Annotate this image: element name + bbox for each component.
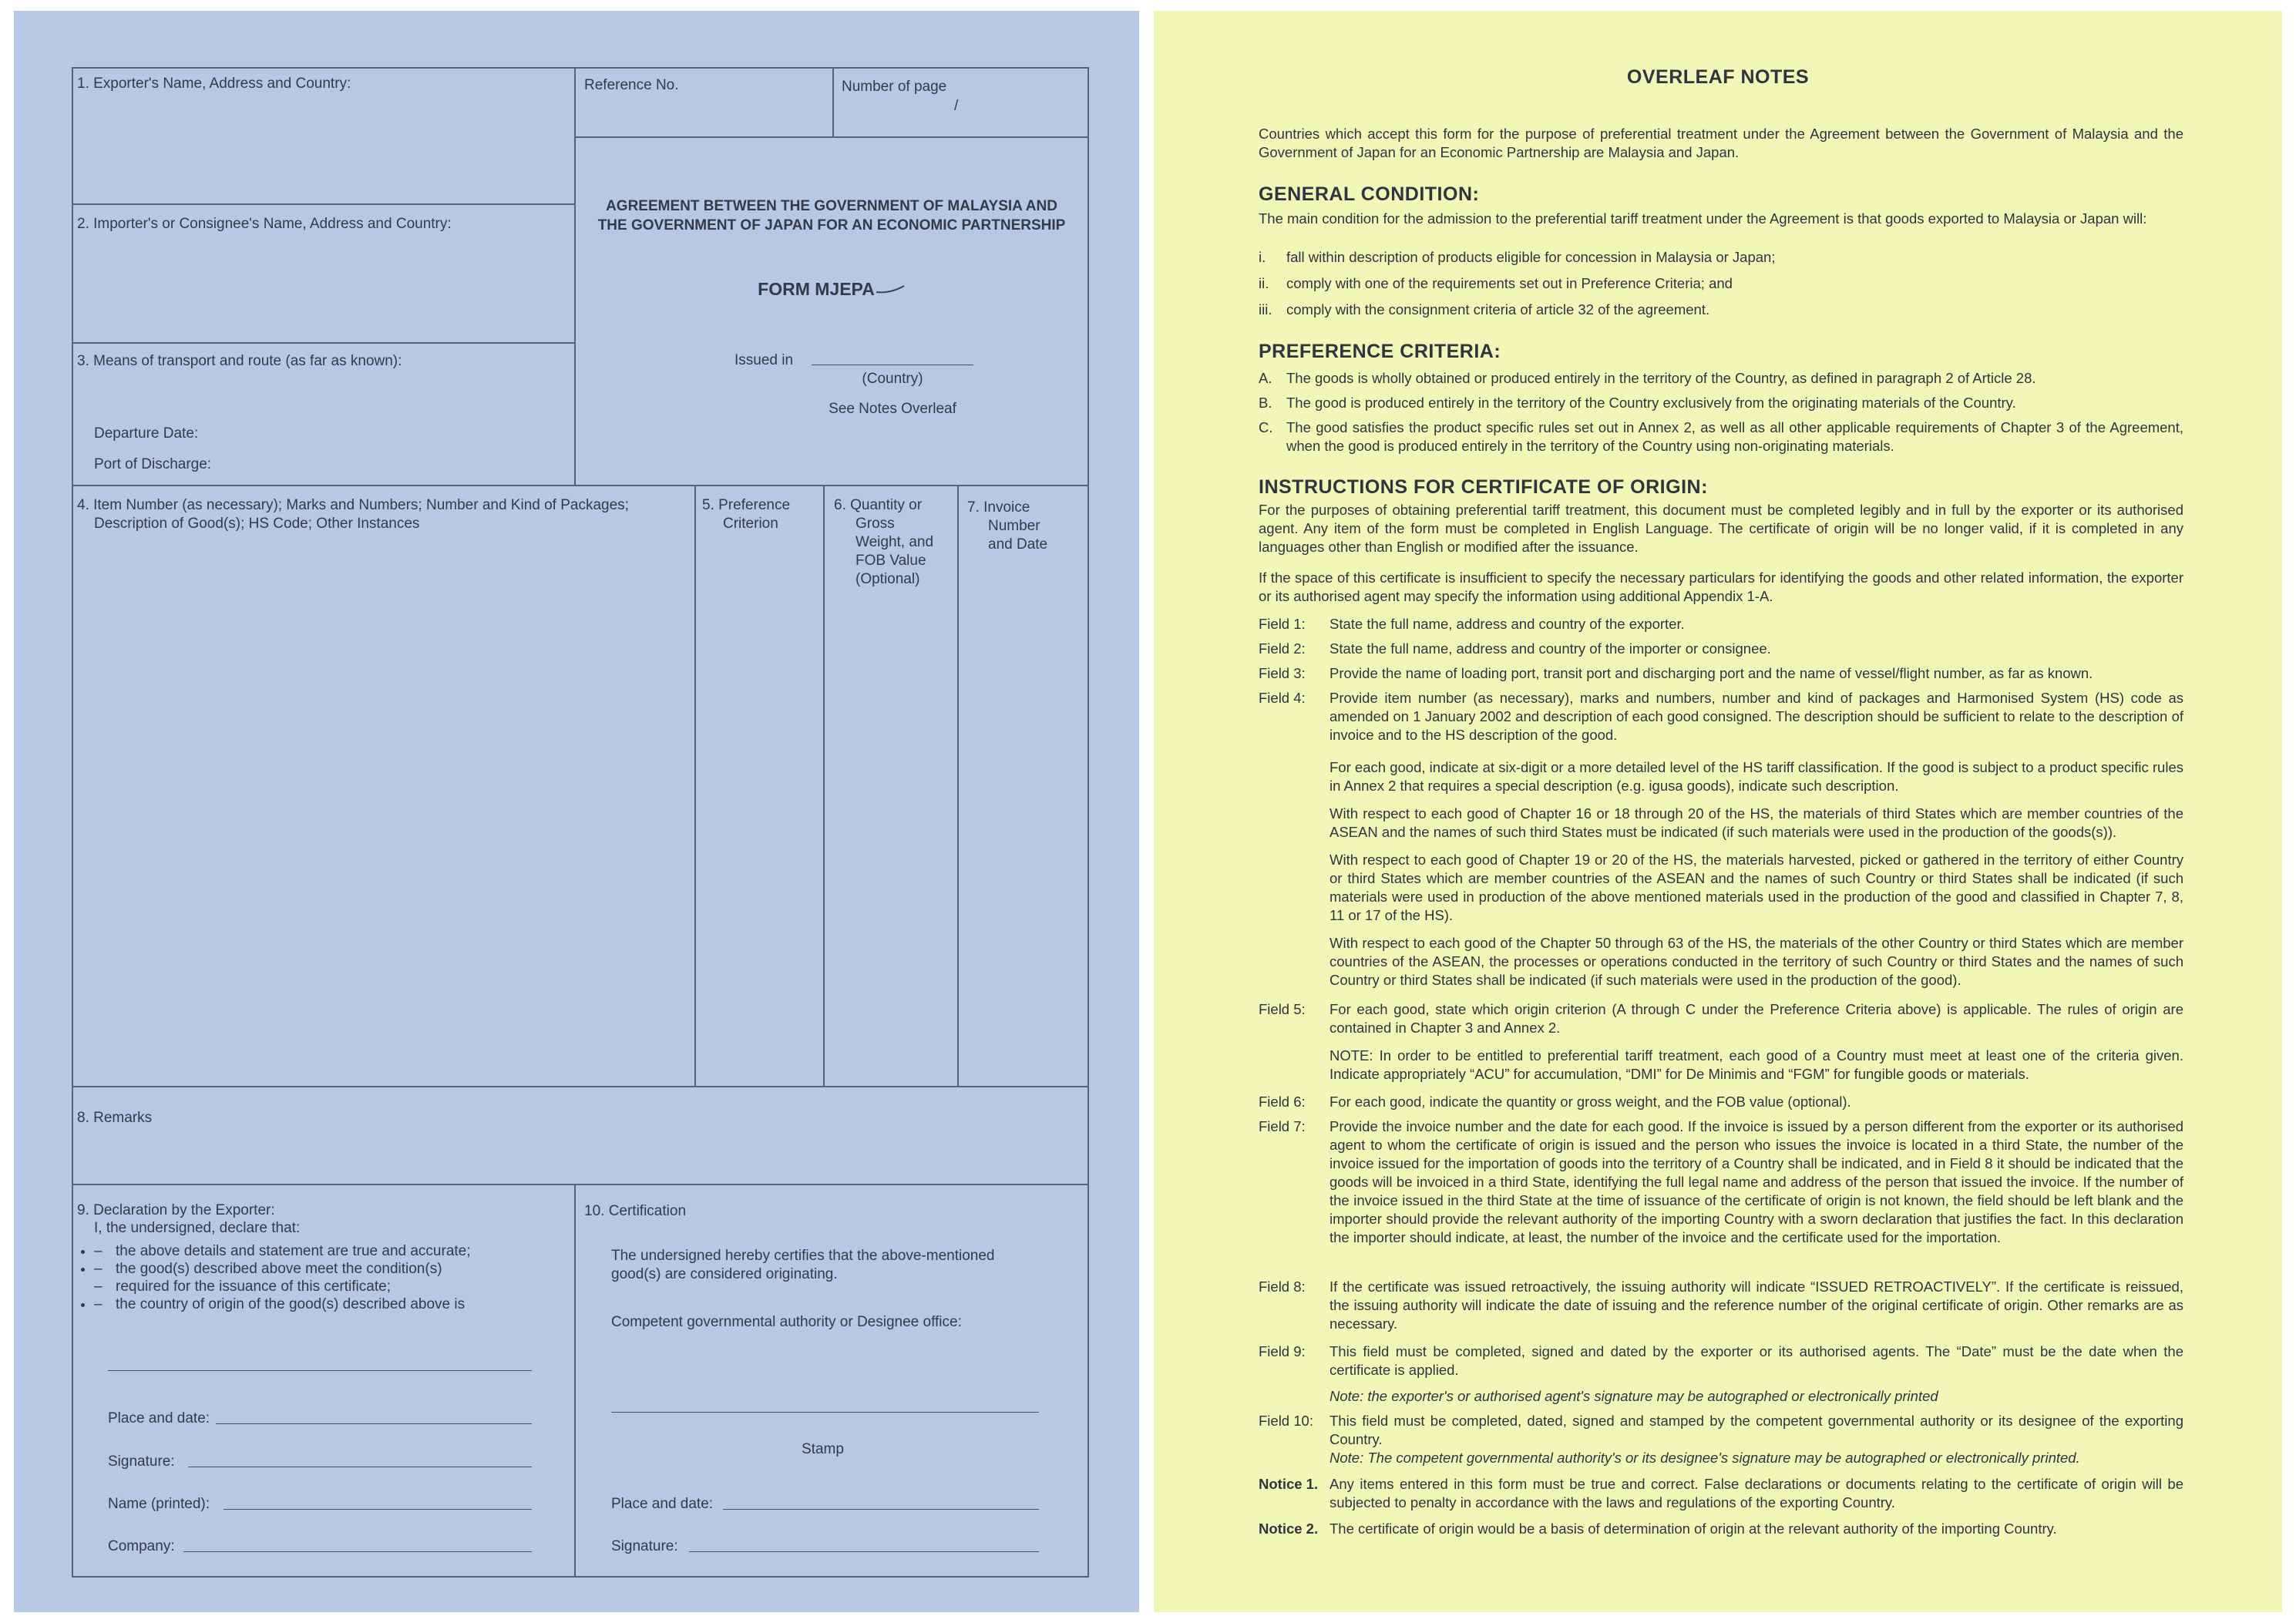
signature-label: Signature: bbox=[108, 1453, 175, 1470]
departure-date-label[interactable]: Departure Date: bbox=[94, 425, 199, 442]
field10-title: 10. Certification bbox=[584, 1203, 687, 1219]
general-condition-heading: GENERAL CONDITION: bbox=[1259, 183, 1480, 205]
declaration-item: – required for the issuance of this certificate; bbox=[94, 1278, 471, 1295]
field7-label-line2: Number bbox=[988, 518, 1040, 534]
field5-label-line2: Criterion bbox=[723, 516, 778, 532]
field4-label-line2: Description of Good(s); HS Code; Other Instances bbox=[94, 516, 420, 532]
field6-label-line1: 6. Quantity or bbox=[834, 497, 923, 513]
competent-authority-field[interactable] bbox=[611, 1412, 1039, 1413]
field9-intro: I, the undersigned, declare that: bbox=[94, 1220, 301, 1236]
pen-mark-icon bbox=[875, 284, 906, 297]
see-notes-label: See Notes Overleaf bbox=[829, 401, 956, 417]
general-condition-text: The main condition for the admission to the preferential tariff treatment under the Agreement is that goods exported to Malaysia or Japan will: bbox=[1259, 210, 2147, 227]
field7-label-line1: 7. Invoice bbox=[967, 499, 1030, 516]
field2-label: 2. Importer's or Consignee's Name, Address and Country: bbox=[77, 216, 452, 232]
overleaf-title: OVERLEAF NOTES bbox=[1626, 66, 1810, 88]
company-field[interactable] bbox=[183, 1551, 532, 1552]
competent-authority-label: Competent governmental authority or Designee office: bbox=[611, 1314, 962, 1330]
certification-text-line2: good(s) are considered originating. bbox=[611, 1266, 838, 1282]
issued-in-label: Issued in bbox=[735, 352, 794, 368]
field6-label-line5: (Optional) bbox=[856, 571, 920, 587]
agreement-title-line1: AGREEMENT BETWEEN THE GOVERNMENT OF MALAYSIA AND bbox=[606, 198, 1057, 214]
field3-label: 3. Means of transport and route (as far as known): bbox=[77, 353, 402, 369]
declaration-list bbox=[94, 1242, 471, 1313]
field6-label-line2: Gross bbox=[856, 516, 895, 532]
field8-label: 8. Remarks bbox=[77, 1110, 153, 1126]
country-label: (Country) bbox=[862, 371, 923, 387]
field1-label: 1. Exporter's Name, Address and Country: bbox=[77, 76, 351, 92]
certificate-front-page bbox=[14, 11, 1139, 1612]
form-name: FORM MJEPA bbox=[574, 281, 1089, 298]
page-slash: / bbox=[954, 98, 959, 114]
field7-label-line3: and Date bbox=[988, 536, 1048, 553]
company-label: Company: bbox=[108, 1538, 175, 1554]
place-and-date-label: Place and date: bbox=[108, 1410, 210, 1426]
overleaf-notes-page: OVERLEAF NOTES Countries which accept this form for the purpose of preferential treatment under the Agreement between the Government of Malaysia and the Government of Japan for an Economic Partnership are Malaysia and Japan. GENERAL CONDITION: The main condition for the admission to the preferential tariff treatment under the Agreement is that goods exported to Malaysia or Japan will: i. fall within description of products eligible for concession in Malaysia or Japan; ii. comply with one of the requirements set out in Preference Criteria; and iii. comply with the consignment criteria of article 32 of the agreement. PREFERENCE CRITERIA: A. The goods is wholly obtained or produced entirely in the territory of the Country, as defined in paragraph 2 of Article 28. B. The good is produced entirely in the territory of the Country exclusively from the originating materials of the Country. C. The good satisfies the product specific rules set out in Annex 2, as well as all other applicable requirements of Chapter 3 of the Agreement, when the good is produced entirely in the territory of the Country using non-originating materials. INSTRUCTIONS FOR CERTIFICATE OF ORIGIN: For the purposes of obtaining preferential tariff treatment, this document must be completed legibly and in full by the exporter or its authorised agent. Any item of the form must be completed in English Language. The certificate of origin will be no longer valid, if it is completed in any languages other than English or modified after the issuance. If the space of this certificate is insufficient to specify the necessary particulars for identifying the goods and other related information, the exporter or its authorised agent may specify the information using additional Appendix 1-A. Field 1: State the full name, address and country of the exporter. Field 2: State the full name, address and country of the importer or consignee. Field 3: Provide the name of loading port, transit port and discharging port and the name of vessel/flight number, as far as known. Field 4: Provide item number (as necessary), marks and numbers, number and kind of packages and Harmonised System (HS) code as amended on 1 January 2002 and description of each good consigned. The description should be sufficient to relate to the description of invoice and to the HS description of the good. For each good, indicate at six-digit or a more detailed level of the HS tariff classification. If the good is subject to a product specific rules in Annex 2 that requires a special description (e.g. igusa goods), indicate such description. With respect to each good of Chapter 16 or 18 through 20 of the HS, the materials of third States which are member countries of the ASEAN and the names of such third States must be indicated (if such materials were used in the production of the goods(s)). With respect to each good of Chapter 19 or 20 of the HS, the materials harvested, picked or gathered in the territory of either Country or third States which are member countries of the ASEAN and the names of such Country or third States shall be indicated (if such materials were used in production of the above mentioned materials used in the production of the good and classified in Chapter 7, 8, 11 or 17 of the HS). With respect to each good of the Chapter 50 through 63 of the HS, the materials of the other Country or third States which are member countries of the ASEAN, the processes or operations conducted in the territory of such Country or third States and the names of such Country or third States shall be indicated (if such materials were used in the production of the good). Field 5: For each good, state which origin criterion (A through C under the Preference Criteria above) is applicable. The rules of origin are contained in Chapter 3 and Annex 2. NOTE: In order to be entitled to preferential tariff treatment, each good of a Country must meet at least one of the criteria given. Indicate appropriately “ACU” for accumulation, “DMI” for De Minimis and “FGM” for fungible goods or materials. Field 6: For each good, indicate the quantity or gross weight, and the FOB value (optional). Field 7: Provide the invoice number and the date for each good. If the invoice is issued by a person different from the exporter or its authorised agent to whom the certificate of origin is issued and the person who issues the invoice is located in a third State, the number of the invoice issued for the importation of goods into the territory of a Country shall be indicated, and in Field 8 it should be indicated that the goods will be invoiced in a third State, identifying the full legal name and address of the person that issued the invoice. If the number of the invoice issued in the third State at the time of issuance of the certificate of origin is not known, the field should be left blank and the importer should provide the relevant authority of the importing Country with a sworn declaration that justifies the fact. In this declaration the importer should indicate, at least, the number of the invoice and the certificate used for the importation. Field 8: If the certificate was issued retroactively, the issuing authority will indicate “ISSUED RETROACTIVELY”. If the certificate is reissued, the issuing authority will indicate the date of issuing and the reference number of the original certificate of origin. Other remarks are as necessary. Field 9: This field must be completed, signed and dated by the exporter or its authorised agents. The “Date” must be the date when the certificate is applied. Note: the exporter's or authorised agent's signature may be autographed or electronically printed Field 10: This field must be completed, dated, signed and stamped by the competent governmental authority or its designee of the exporting Country. Note: The competent governmental authority's or its designee's signature may be autographed or electronically printed. Notice 1. Any items entered in this form must be true and correct. False declarations or documents relating to the certificate of origin will be subjected to penalty in accordance with the laws and regulations of the exporting Country. Notice 2. The certificate of origin would be a basis of determination of origin at the relevant authority of the importing Country. bbox=[1154, 11, 2282, 1612]
reference-no-label[interactable]: Reference No. bbox=[584, 77, 679, 93]
agreement-title-line2: THE GOVERNMENT OF JAPAN FOR AN ECONOMIC PARTNERSHIP bbox=[597, 217, 1066, 234]
field9-title: 9. Declaration by the Exporter: bbox=[77, 1202, 275, 1218]
field6-label-line3: Weight, and bbox=[856, 534, 934, 550]
declaration-item: – • the good(s) described above meet the condition(s) bbox=[94, 1260, 471, 1278]
name-printed-label: Name (printed): bbox=[108, 1496, 210, 1512]
port-of-discharge-label[interactable]: Port of Discharge: bbox=[94, 456, 212, 472]
name-printed-field[interactable] bbox=[224, 1509, 532, 1510]
field6-label-line4: FOB Value bbox=[856, 553, 926, 569]
field4-label-line1: 4. Item Number (as necessary); Marks and Numbers; Number and Kind of Packages; bbox=[77, 497, 629, 513]
signature-field-10[interactable] bbox=[689, 1551, 1039, 1552]
overleaf-intro: Countries which accept this form for the purpose of preferential treatment under the Agreement between the Government of Malaysia and the Government of Japan for an Economic Partnership are Malaysia and Japan. bbox=[1259, 126, 2183, 160]
instructions-paragraph-1: For the purposes of obtaining preferential tariff treatment, this document must be completed legibly and in full by the exporter or its authorised agent. Any item of the form must be completed in English Language. The certificate of origin will be no longer valid, if it is completed in any languages other than English or modified after the issuance. bbox=[1259, 502, 2183, 555]
stamp-label: Stamp bbox=[802, 1441, 844, 1457]
place-and-date-field-10[interactable] bbox=[723, 1509, 1039, 1510]
number-of-page-label[interactable]: Number of page bbox=[842, 79, 947, 95]
field5-label-line1: 5. Preference bbox=[702, 497, 791, 513]
certification-text-line1: The undersigned hereby certifies that the above-mentioned bbox=[611, 1248, 995, 1264]
country-of-origin-field[interactable] bbox=[108, 1370, 532, 1371]
signature-label-10: Signature: bbox=[611, 1538, 678, 1554]
declaration-item: – • the above details and statement are true and accurate; bbox=[94, 1242, 471, 1260]
place-and-date-label-10: Place and date: bbox=[611, 1496, 714, 1512]
preference-criteria-heading: PREFERENCE CRITERIA: bbox=[1259, 341, 1501, 362]
declaration-item: – • the country of origin of the good(s) described above is bbox=[94, 1295, 471, 1313]
instructions-paragraph-2: If the space of this certificate is insufficient to specify the necessary particulars for identifying the goods and other related information, the exporter or its authorised agent may specify the information using additional Appendix 1-A. bbox=[1259, 570, 2183, 604]
instructions-heading: INSTRUCTIONS FOR CERTIFICATE OF ORIGIN: bbox=[1259, 476, 1708, 498]
place-and-date-field[interactable] bbox=[216, 1423, 532, 1424]
